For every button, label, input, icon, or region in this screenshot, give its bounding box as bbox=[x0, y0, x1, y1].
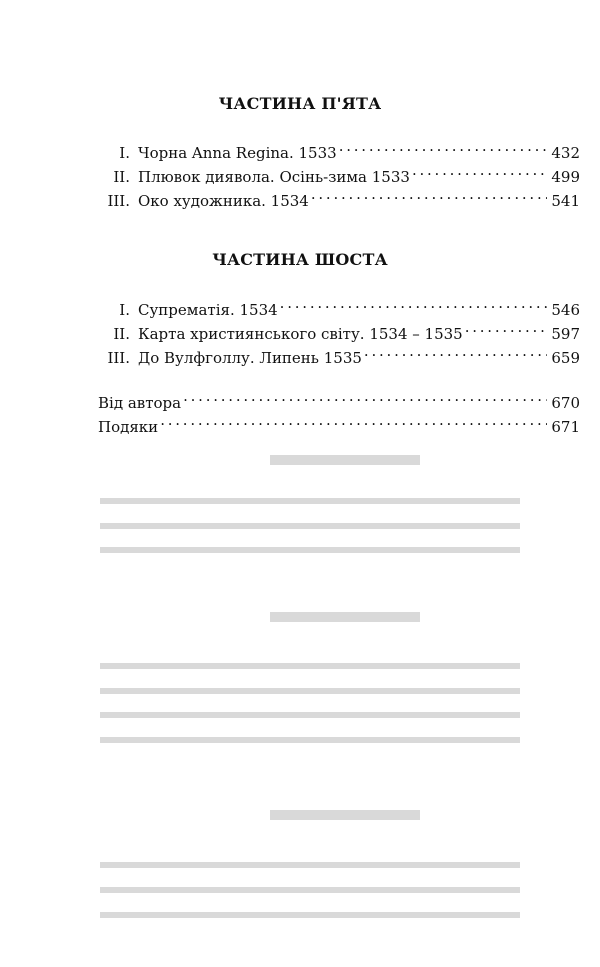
toc-entry[interactable] bbox=[96, 339, 580, 367]
dot-leader bbox=[160, 408, 547, 432]
toc-entry-acknowledgements[interactable] bbox=[98, 408, 580, 436]
page-number: 671 bbox=[551, 418, 580, 436]
toc-entry[interactable] bbox=[96, 158, 580, 186]
toc-entry[interactable] bbox=[96, 182, 580, 210]
chapter-title: Чорна Anna Regina. 1533 bbox=[138, 144, 337, 162]
part-six-toc bbox=[96, 291, 580, 367]
dot-leader bbox=[280, 291, 548, 315]
part-five-heading: ЧАСТИНА П'ЯТА bbox=[218, 94, 382, 113]
toc-entry-author-note[interactable] bbox=[98, 384, 580, 412]
chapter-title: Супрематія. 1534 bbox=[138, 301, 278, 319]
page-number: 670 bbox=[551, 394, 580, 412]
extras-toc bbox=[98, 384, 580, 436]
toc-entry[interactable] bbox=[96, 134, 580, 162]
toc-entry[interactable] bbox=[96, 315, 580, 343]
part-five-toc bbox=[96, 134, 580, 210]
part-six-heading: ЧАСТИНА ШОСТА bbox=[212, 250, 388, 269]
chapter-title: До Вулфголлу. Липень 1535 bbox=[138, 349, 362, 367]
chapter-number: I. bbox=[119, 144, 130, 162]
chapter-number: II. bbox=[113, 168, 130, 186]
chapter-number: III. bbox=[107, 192, 130, 210]
toc-entry[interactable] bbox=[96, 291, 580, 319]
chapter-number: II. bbox=[113, 325, 130, 343]
section-title: Від автора bbox=[98, 394, 182, 412]
dot-leader bbox=[364, 339, 547, 363]
page-number: 541 bbox=[551, 192, 580, 210]
chapter-number: III. bbox=[107, 349, 130, 367]
chapter-title: Карта християнського світу. 1534 – 1535 bbox=[138, 325, 463, 343]
page-number: 659 bbox=[551, 349, 580, 367]
dot-leader bbox=[465, 315, 548, 339]
dot-leader bbox=[183, 384, 547, 408]
dot-leader bbox=[339, 134, 548, 158]
page-number: 597 bbox=[551, 325, 580, 343]
section-title: Подяки bbox=[98, 418, 159, 436]
chapter-title: Плювок диявола. Осінь-зима 1533 bbox=[138, 168, 410, 186]
dot-leader bbox=[311, 182, 548, 206]
page-number: 499 bbox=[551, 168, 580, 186]
chapter-number: I. bbox=[119, 301, 130, 319]
chapter-title: Око художника. 1534 bbox=[138, 192, 309, 210]
page-number: 432 bbox=[551, 144, 580, 162]
page-number: 546 bbox=[551, 301, 580, 319]
dot-leader bbox=[412, 158, 547, 182]
